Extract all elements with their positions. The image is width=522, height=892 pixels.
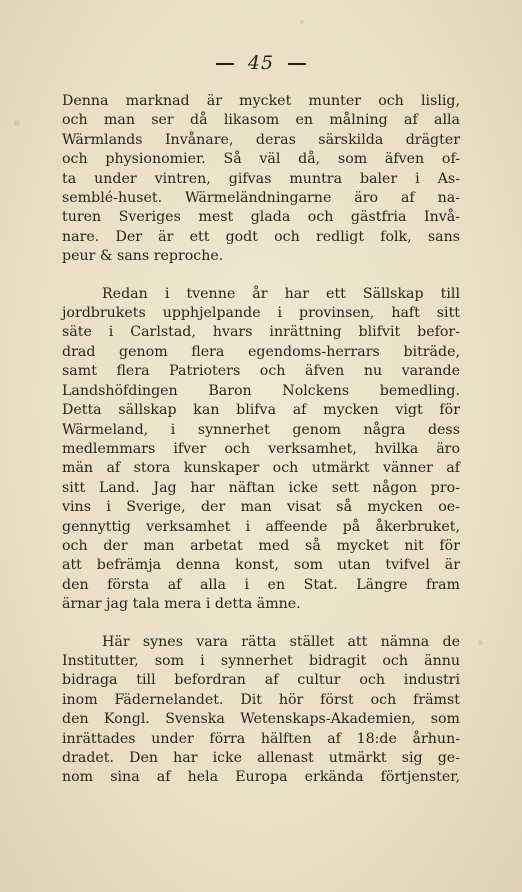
text-line: vins i Sverige, der man visat så mycken oe-: [62, 499, 460, 516]
body-text: [62, 92, 460, 806]
text-line: inrättades under förra hälften af 18:de århun-: [62, 730, 460, 747]
text-line: gennyttig verksamhet i affeende på åkerbruket,: [62, 518, 460, 535]
page-number-value: 45: [247, 52, 275, 74]
text-line: nom sina af hela Europa erkända förtjenster,: [62, 769, 460, 786]
text-line: drad genom flera egendoms-herrars biträde,: [62, 343, 460, 360]
text-line: Wärmeland, i synnerhet genom några dess: [62, 421, 460, 438]
text-line: säte i Carlstad, hvars inrättning blifvit befor-: [62, 324, 460, 341]
page-number-dash-right: [288, 63, 306, 65]
text-line: Redan i tvenne år har ett Sällskap till: [102, 285, 460, 302]
page-number-dash-left: [216, 63, 234, 65]
text-line: semblé-huset. Wärmeländningarne äro af na-: [62, 190, 460, 207]
paper-stain: [14, 120, 20, 126]
text-line: peur & sans reproche.: [62, 248, 224, 265]
text-line: och physionomier. Så väl då, som äfven of-: [62, 151, 460, 168]
paper-stain: [300, 20, 304, 24]
text-line: Wärmlands Invånare, deras särskilda drägter: [62, 131, 460, 148]
text-line: Landshöfdingen Baron Nolckens bemedling.: [62, 382, 460, 399]
text-line: dradet. Den har icke allenast utmärkt sig ge-: [62, 750, 460, 766]
page-number: [0, 52, 522, 74]
paragraph-3: [62, 633, 460, 788]
text-line: den första af alla i en Stat. Längre fram: [62, 576, 460, 593]
text-line: Denna marknad är mycket munter och lislig,: [62, 93, 460, 109]
text-line: jordbrukets upphjelpande i provinsen, haft sitt: [62, 305, 460, 322]
text-line: inom Fädernelandet. Dit hör först och främst: [62, 691, 460, 708]
text-line: och man ser då likasom en målning af alla: [62, 112, 460, 129]
text-line: samt flera Patrioters och äfven nu varande: [62, 363, 460, 380]
text-line: medlemmars ifver och verksamhet, hvilka äro: [62, 440, 460, 457]
text-line: Här synes vara rätta stället att nämna de: [102, 633, 460, 650]
text-line: Detta sällskap kan blifva af mycken vigt för: [62, 402, 460, 419]
text-line: män af stora kunskaper och utmärkt vänner af: [62, 460, 460, 477]
paper-stain: [478, 640, 483, 645]
text-line: sitt Land. Jag har näftan icke sett någon pro-: [62, 479, 460, 496]
text-line: nare. Der är ett godt och redligt folk, sans: [62, 228, 460, 245]
text-line: bidraga till befordran af cultur och industri: [62, 672, 460, 689]
text-line: ärnar jag tala mera i detta ämne.: [62, 596, 301, 613]
text-line: turen Sveriges mest glada och gästfria Invå-: [62, 209, 460, 226]
text-line: ta under vintren, gifvas muntra baler i As-: [62, 170, 460, 187]
text-line: och der man arbetat med så mycket nit för: [62, 537, 460, 554]
text-line: den Kongl. Svenska Wetenskaps-Akademien, som: [62, 711, 460, 728]
paragraph-2: [62, 285, 460, 615]
paragraph-1: [62, 92, 460, 267]
text-line: att befrämja denna konst, som utan tvifvel är: [62, 557, 460, 574]
text-line: Institutter, som i synnerhet bidragit och ännu: [62, 652, 460, 669]
